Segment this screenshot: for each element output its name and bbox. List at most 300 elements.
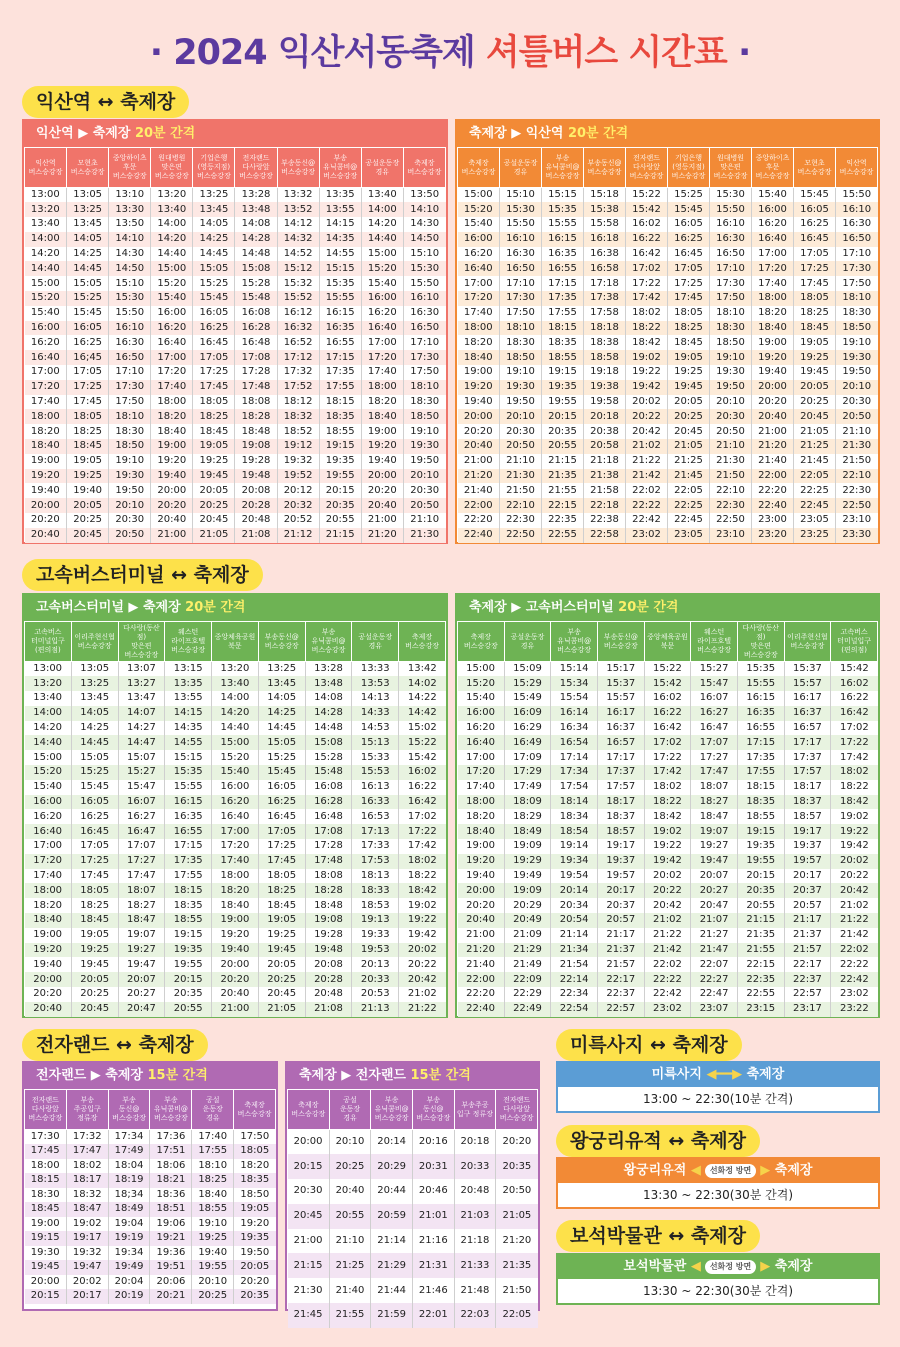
- time-cell: 13:48: [305, 676, 352, 691]
- time-cell: 16:40: [212, 809, 259, 824]
- time-cell: 20:40: [151, 513, 193, 528]
- time-cell: 17:20: [458, 765, 505, 780]
- time-cell: 18:20: [240, 1159, 270, 1171]
- time-cell: 18:20: [752, 306, 794, 321]
- time-cell: 13:10: [109, 188, 151, 203]
- time-cell: 18:10: [109, 409, 151, 424]
- time-cell: 16:02: [407, 766, 437, 778]
- table-row: [458, 957, 878, 972]
- time-cell: 18:35: [240, 1174, 270, 1186]
- time-cell: 16:50: [410, 322, 440, 334]
- time-cell: 19:33: [352, 928, 399, 943]
- time-cell: 17:22: [644, 750, 691, 765]
- time-cell: 18:36: [150, 1188, 192, 1203]
- table-row: [25, 306, 446, 321]
- time-cell: 15:33: [352, 750, 399, 765]
- time-cell: 15:22: [626, 188, 668, 203]
- time-cell: 16:00: [361, 291, 403, 306]
- time-cell: 16:25: [258, 795, 305, 810]
- table-row: [458, 306, 878, 321]
- time-cell: 21:15: [542, 454, 584, 469]
- column-header: 축제장 버스승강장: [234, 1090, 276, 1130]
- time-cell: 18:05: [71, 883, 118, 898]
- time-cell: 16:30: [710, 232, 752, 247]
- time-cell: 21:10: [410, 514, 440, 526]
- time-cell: 20:14: [551, 883, 598, 898]
- time-cell: 22:57: [784, 987, 831, 1002]
- time-cell: 13:25: [193, 188, 235, 203]
- time-cell: 17:02: [626, 261, 668, 276]
- time-cell: 22:40: [458, 1002, 505, 1017]
- time-cell: 20:10: [710, 395, 752, 410]
- table-row: [25, 454, 446, 469]
- time-cell: 15:40: [151, 291, 193, 306]
- time-cell: 20:42: [626, 424, 668, 439]
- time-cell: 19:40: [25, 957, 72, 972]
- time-cell: 19:15: [319, 439, 361, 454]
- mireuk-time: 13:00 ~ 22:30(10분 간격): [642, 1092, 794, 1106]
- time-cell: 16:08: [305, 780, 352, 795]
- time-cell: 18:00: [25, 1159, 67, 1174]
- time-cell: 19:22: [626, 365, 668, 380]
- time-cell: 15:00: [361, 247, 403, 262]
- time-cell: 17:05: [71, 839, 118, 854]
- table-row: [25, 291, 446, 306]
- time-cell: 15:00: [212, 735, 259, 750]
- time-cell: 19:55: [542, 395, 584, 410]
- time-cell: 20:18: [584, 409, 626, 424]
- time-cell: 16:20: [212, 795, 259, 810]
- time-cell: 18:45: [25, 1202, 67, 1217]
- table-row: [458, 528, 878, 543]
- time-cell: 22:37: [784, 972, 831, 987]
- time-cell: 19:49: [504, 869, 551, 884]
- time-cell: 23:22: [839, 1003, 869, 1015]
- time-cell: 22:54: [551, 1002, 598, 1017]
- time-cell: 18:47: [691, 809, 738, 824]
- time-cell: 18:20: [361, 395, 403, 410]
- time-cell: 21:00: [151, 528, 193, 543]
- time-cell: 19:04: [108, 1217, 150, 1232]
- time-cell: 19:54: [551, 869, 598, 884]
- time-cell: 18:50: [710, 335, 752, 350]
- table-row: [25, 1260, 276, 1275]
- time-cell: 18:00: [212, 869, 259, 884]
- time-cell: 18:57: [784, 809, 831, 824]
- time-cell: 20:08: [305, 957, 352, 972]
- time-cell: 20:58: [584, 439, 626, 454]
- time-cell: 18:47: [66, 1202, 108, 1217]
- time-cell: 18:14: [551, 795, 598, 810]
- time-cell: 16:40: [458, 735, 505, 750]
- time-cell: 19:55: [319, 469, 361, 484]
- time-cell: 19:34: [551, 854, 598, 869]
- time-cell: 18:27: [118, 898, 165, 913]
- time-cell: 19:27: [118, 943, 165, 958]
- time-cell: 20:02: [407, 944, 437, 956]
- time-cell: 19:49: [108, 1260, 150, 1275]
- time-cell: 22:17: [597, 972, 644, 987]
- time-cell: 20:22: [644, 883, 691, 898]
- time-cell: 15:42: [839, 663, 869, 675]
- time-cell: 20:17: [66, 1289, 108, 1304]
- time-cell: 13:45: [71, 691, 118, 706]
- time-cell: 20:00: [458, 409, 500, 424]
- table-row: [25, 972, 446, 987]
- time-cell: 17:25: [67, 380, 109, 395]
- time-cell: 15:00: [25, 276, 67, 291]
- table-row: [288, 1303, 538, 1328]
- time-cell: 17:34: [108, 1130, 150, 1145]
- time-cell: 18:10: [410, 381, 440, 393]
- timetable: [24, 621, 446, 1017]
- time-cell: 20:47: [118, 1002, 165, 1017]
- time-cell: 15:48: [235, 291, 277, 306]
- time-cell: 21:05: [794, 424, 836, 439]
- time-cell: 19:06: [150, 1217, 192, 1232]
- table-row: [458, 321, 878, 336]
- time-cell: 16:00: [151, 306, 193, 321]
- time-cell: 20:19: [108, 1289, 150, 1304]
- time-cell: 17:50: [410, 366, 440, 378]
- time-cell: 13:40: [212, 676, 259, 691]
- time-cell: 21:42: [644, 943, 691, 958]
- time-cell: 17:50: [710, 291, 752, 306]
- time-cell: 18:35: [542, 335, 584, 350]
- time-cell: 17:30: [410, 351, 440, 363]
- table-row: [458, 365, 878, 380]
- time-cell: 21:40: [458, 957, 505, 972]
- time-cell: 14:22: [407, 692, 437, 704]
- time-cell: 17:40: [458, 780, 505, 795]
- table-row: [458, 380, 878, 395]
- time-cell: 17:15: [542, 276, 584, 291]
- time-cell: 21:50: [500, 483, 542, 498]
- time-cell: 17:29: [504, 765, 551, 780]
- time-cell: 23:10: [710, 528, 752, 543]
- table-row: [25, 721, 446, 736]
- time-cell: 21:03: [454, 1204, 496, 1229]
- time-cell: 18:45: [258, 898, 305, 913]
- table-row: [25, 957, 446, 972]
- time-cell: 18:37: [597, 809, 644, 824]
- boseok-route-bar: 보석박물관 ◀ 선화정 방면 ▶ 축제장: [558, 1255, 878, 1279]
- time-cell: 20:42: [644, 898, 691, 913]
- time-cell: 14:47: [118, 735, 165, 750]
- time-cell: 17:25: [193, 365, 235, 380]
- time-cell: 13:30: [109, 202, 151, 217]
- time-cell: 15:05: [258, 735, 305, 750]
- table-row: [458, 217, 878, 232]
- time-cell: 15:50: [109, 306, 151, 321]
- time-cell: 20:04: [108, 1275, 150, 1290]
- time-cell: 20:20: [25, 987, 72, 1002]
- time-cell: 22:14: [551, 972, 598, 987]
- time-cell: 21:25: [794, 439, 836, 454]
- time-cell: 17:45: [193, 380, 235, 395]
- time-cell: 17:42: [407, 840, 437, 852]
- table-row: [25, 1130, 276, 1145]
- time-cell: 17:30: [109, 380, 151, 395]
- timetable: [457, 147, 878, 543]
- time-cell: 15:45: [668, 202, 710, 217]
- route-label-wanggung: 왕궁리유적 ↔ 축제장: [556, 1125, 760, 1157]
- time-cell: 20:25: [71, 987, 118, 1002]
- column-header: 중앙하이츠 후문 버스승강장: [109, 148, 151, 188]
- time-cell: 19:00: [25, 1217, 67, 1232]
- time-cell: 19:00: [752, 335, 794, 350]
- column-header: 부송 유닉콤비@ 버스승강장: [542, 148, 584, 188]
- time-cell: 16:55: [319, 335, 361, 350]
- time-cell: 15:13: [352, 735, 399, 750]
- time-cell: 13:15: [165, 662, 212, 677]
- table-row: [458, 424, 878, 439]
- time-cell: 17:02: [407, 810, 437, 822]
- time-cell: 14:00: [25, 232, 67, 247]
- time-cell: 17:07: [691, 735, 738, 750]
- time-cell: 16:05: [794, 202, 836, 217]
- time-cell: 20:49: [504, 913, 551, 928]
- time-cell: 21:42: [626, 469, 668, 484]
- time-cell: 15:47: [118, 780, 165, 795]
- time-cell: 21:05: [258, 1002, 305, 1017]
- column-header: 웨스턴 라이프호텔 버스승강장: [691, 622, 738, 662]
- table-row: [25, 350, 446, 365]
- time-cell: 20:50: [410, 499, 440, 511]
- column-header: 공설 운동장 경유: [329, 1090, 371, 1130]
- time-cell: 19:30: [109, 469, 151, 484]
- time-cell: 18:30: [500, 335, 542, 350]
- time-cell: 15:00: [151, 261, 193, 276]
- table-row: [458, 898, 878, 913]
- time-cell: 19:07: [691, 824, 738, 839]
- column-header: 중앙하이츠 후문 버스승강장: [752, 148, 794, 188]
- time-cell: 13:40: [361, 188, 403, 203]
- time-cell: 16:27: [118, 809, 165, 824]
- time-cell: 16:20: [458, 247, 500, 262]
- time-cell: 17:55: [542, 306, 584, 321]
- table-row: [25, 809, 446, 824]
- time-cell: 21:38: [584, 469, 626, 484]
- time-cell: 20:40: [212, 987, 259, 1002]
- time-cell: 14:33: [352, 706, 399, 721]
- time-cell: 18:22: [407, 870, 437, 882]
- time-cell: 16:50: [109, 350, 151, 365]
- time-cell: 16:22: [644, 706, 691, 721]
- time-cell: 20:46: [412, 1179, 454, 1204]
- time-cell: 21:45: [794, 454, 836, 469]
- time-cell: 19:35: [737, 839, 784, 854]
- time-cell: 22:02: [644, 957, 691, 972]
- time-cell: 20:02: [626, 395, 668, 410]
- time-cell: 15:40: [25, 780, 72, 795]
- time-cell: 16:20: [458, 721, 505, 736]
- time-cell: 15:20: [151, 276, 193, 291]
- time-cell: 22:17: [784, 957, 831, 972]
- time-cell: 14:08: [235, 217, 277, 232]
- time-cell: 21:07: [691, 913, 738, 928]
- time-cell: 21:08: [235, 528, 277, 543]
- time-cell: 20:31: [412, 1154, 454, 1179]
- time-cell: 20:25: [329, 1154, 371, 1179]
- time-cell: 18:25: [258, 883, 305, 898]
- time-cell: 19:08: [235, 439, 277, 454]
- time-cell: 21:02: [626, 439, 668, 454]
- time-cell: 20:10: [410, 470, 440, 482]
- time-cell: 21:30: [288, 1278, 330, 1303]
- time-cell: 14:42: [407, 707, 437, 719]
- time-cell: 16:08: [235, 306, 277, 321]
- time-cell: 20:30: [500, 424, 542, 439]
- time-cell: 19:30: [25, 1246, 67, 1261]
- time-cell: 19:50: [842, 366, 872, 378]
- table-row: [25, 913, 446, 928]
- time-cell: 19:35: [240, 1232, 270, 1244]
- time-cell: 16:40: [361, 321, 403, 336]
- time-cell: 18:45: [193, 424, 235, 439]
- time-cell: 17:57: [784, 765, 831, 780]
- time-cell: 15:28: [235, 276, 277, 291]
- time-cell: 17:40: [458, 306, 500, 321]
- time-cell: 20:40: [25, 528, 67, 543]
- time-cell: 21:50: [710, 469, 752, 484]
- time-cell: 21:10: [842, 425, 872, 437]
- jeonja-to-festival-table: [22, 1061, 278, 1311]
- table-row: [458, 513, 878, 528]
- time-cell: 18:05: [668, 306, 710, 321]
- time-cell: 19:50: [109, 483, 151, 498]
- time-cell: 21:13: [352, 1002, 399, 1017]
- time-cell: 20:20: [458, 898, 505, 913]
- time-cell: 20:15: [25, 1289, 67, 1304]
- time-cell: 20:10: [842, 381, 872, 393]
- time-cell: 19:36: [150, 1246, 192, 1261]
- time-cell: 17:40: [151, 380, 193, 395]
- time-cell: 16:15: [737, 691, 784, 706]
- time-cell: 22:50: [710, 513, 752, 528]
- time-cell: 13:32: [277, 188, 319, 203]
- table-row: [25, 528, 446, 543]
- time-cell: 20:45: [258, 987, 305, 1002]
- time-cell: 16:40: [151, 335, 193, 350]
- time-cell: 19:18: [584, 365, 626, 380]
- time-cell: 20:29: [504, 898, 551, 913]
- time-cell: 19:32: [277, 454, 319, 469]
- time-cell: 17:10: [500, 276, 542, 291]
- time-cell: 14:05: [67, 232, 109, 247]
- time-cell: 20:20: [25, 513, 67, 528]
- time-cell: 20:57: [784, 898, 831, 913]
- time-cell: 17:05: [193, 350, 235, 365]
- table-row: [25, 898, 446, 913]
- time-cell: 21:00: [458, 454, 500, 469]
- table-row: [25, 750, 446, 765]
- time-cell: 19:30: [842, 351, 872, 363]
- time-cell: 19:45: [25, 1260, 67, 1275]
- time-cell: 18:20: [458, 809, 505, 824]
- time-cell: 19:09: [504, 839, 551, 854]
- time-cell: 15:45: [71, 780, 118, 795]
- table-row: [25, 261, 446, 276]
- section-header: 축제장 ▶ 고속버스터미널 20분 간격: [457, 595, 878, 621]
- column-header: 부송 유닉콤비@ 버스승강장: [305, 622, 352, 662]
- table-row: [458, 188, 878, 203]
- time-cell: 15:55: [737, 676, 784, 691]
- time-cell: 19:42: [407, 929, 437, 941]
- via-badge: 선화정 방면: [705, 1164, 756, 1178]
- time-cell: 22:10: [842, 470, 872, 482]
- column-header: 부송주공 입구 정류장: [454, 1090, 496, 1130]
- festival-to-iksan-table: [455, 119, 880, 544]
- time-cell: 16:02: [626, 217, 668, 232]
- time-cell: 19:22: [839, 825, 869, 837]
- time-cell: 17:20: [25, 854, 72, 869]
- time-cell: 17:35: [542, 291, 584, 306]
- time-cell: 18:55: [737, 809, 784, 824]
- time-cell: 23:30: [842, 529, 872, 541]
- time-cell: 17:17: [597, 750, 644, 765]
- time-cell: 16:42: [407, 796, 437, 808]
- time-cell: 18:25: [193, 409, 235, 424]
- table-row: [25, 1144, 276, 1159]
- time-cell: 16:32: [277, 321, 319, 336]
- time-cell: 21:10: [500, 454, 542, 469]
- time-cell: 19:47: [691, 854, 738, 869]
- time-cell: 20:35: [542, 424, 584, 439]
- time-cell: 18:08: [235, 395, 277, 410]
- time-cell: 18:30: [25, 1188, 67, 1203]
- time-cell: 17:14: [551, 750, 598, 765]
- table-row: [25, 365, 446, 380]
- time-cell: 17:30: [25, 1130, 67, 1145]
- table-row: [25, 795, 446, 810]
- time-cell: 19:25: [67, 469, 109, 484]
- time-cell: 19:20: [458, 854, 505, 869]
- time-cell: 22:25: [794, 483, 836, 498]
- table-row: [458, 291, 878, 306]
- time-cell: 17:55: [192, 1144, 234, 1159]
- time-cell: 16:12: [277, 306, 319, 321]
- time-cell: 18:32: [66, 1188, 108, 1203]
- time-cell: 19:20: [25, 943, 72, 958]
- time-cell: 16:45: [668, 247, 710, 262]
- time-cell: 20:25: [258, 972, 305, 987]
- time-cell: 19:55: [165, 957, 212, 972]
- time-cell: 20:59: [371, 1204, 413, 1229]
- time-cell: 13:45: [67, 217, 109, 232]
- time-cell: 23:02: [626, 528, 668, 543]
- time-cell: 22:02: [839, 944, 869, 956]
- time-cell: 16:15: [542, 232, 584, 247]
- time-cell: 15:50: [500, 217, 542, 232]
- time-cell: 17:20: [25, 380, 67, 395]
- time-cell: 14:50: [109, 261, 151, 276]
- time-cell: 17:50: [109, 395, 151, 410]
- time-cell: 15:15: [165, 750, 212, 765]
- time-cell: 18:40: [458, 824, 505, 839]
- time-cell: 16:35: [319, 321, 361, 336]
- time-cell: 19:35: [542, 380, 584, 395]
- time-cell: 18:45: [67, 439, 109, 454]
- time-cell: 17:00: [458, 750, 505, 765]
- column-header: 축제장 버스승강장: [288, 1090, 330, 1130]
- time-cell: 17:50: [240, 1131, 270, 1142]
- time-cell: 17:30: [842, 262, 872, 274]
- time-cell: 20:28: [235, 498, 277, 513]
- time-cell: 13:28: [305, 662, 352, 677]
- time-cell: 21:12: [277, 528, 319, 543]
- time-cell: 20:07: [118, 972, 165, 987]
